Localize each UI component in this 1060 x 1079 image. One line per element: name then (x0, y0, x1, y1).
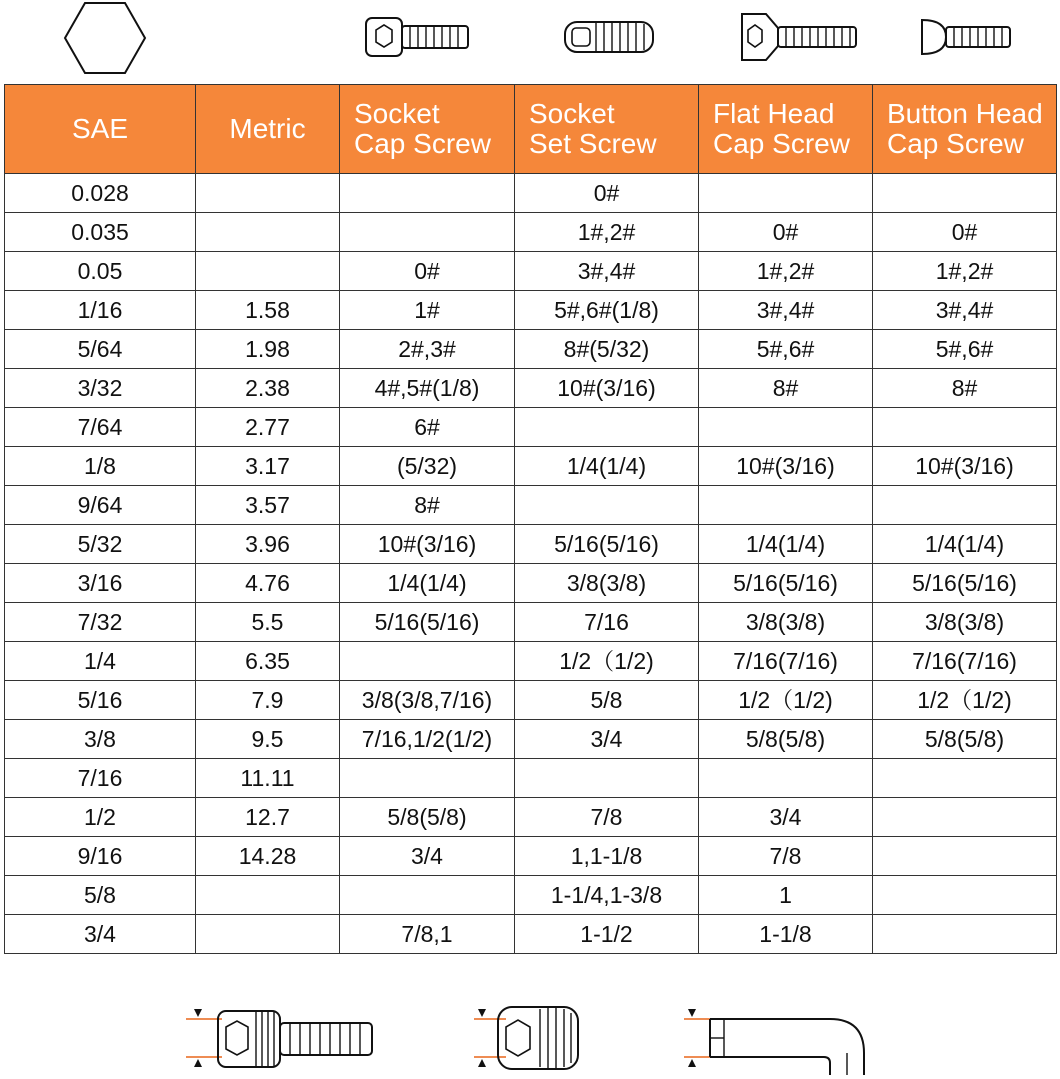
cell-flat-head-cap-screw: 0# (699, 213, 873, 252)
cell-sae: 5/64 (5, 330, 196, 369)
cell-sae: 5/16 (5, 681, 196, 720)
cell-button-head-cap-screw: 3/8(3/8) (873, 603, 1057, 642)
cell-socket-set-screw: 5/8 (515, 681, 699, 720)
table-row (5, 408, 1057, 447)
cell-socket-cap-screw (340, 876, 515, 915)
table-row (5, 759, 1057, 798)
header-line: Flat Head (713, 98, 835, 129)
cell-sae: 5/8 (5, 876, 196, 915)
cell-sae: 3/16 (5, 564, 196, 603)
table-row (5, 837, 1057, 876)
table-row (5, 330, 1057, 369)
cell-socket-cap-screw: 3/8(3/8,7/16) (340, 681, 515, 720)
cell-flat-head-cap-screw (699, 174, 873, 213)
cell-metric: 14.28 (196, 837, 340, 876)
column-header-sae (5, 85, 196, 174)
cell-flat-head-cap-screw (699, 486, 873, 525)
table-row (5, 213, 1057, 252)
cell-flat-head-cap-screw: 10#(3/16) (699, 447, 873, 486)
cell-sae: 3/32 (5, 369, 196, 408)
cell-socket-cap-screw (340, 213, 515, 252)
column-header-metric (196, 85, 340, 174)
cell-flat-head-cap-screw: 7/8 (699, 837, 873, 876)
cell-sae: 1/2 (5, 798, 196, 837)
cell-button-head-cap-screw: 1/2（1/2) (873, 681, 1057, 720)
cell-button-head-cap-screw: 1/4(1/4) (873, 525, 1057, 564)
cell-socket-cap-screw (340, 642, 515, 681)
hex-key-end-icon (60, 0, 150, 76)
header-line: Cap Screw (713, 128, 850, 159)
cell-metric (196, 213, 340, 252)
cell-flat-head-cap-screw: 1/4(1/4) (699, 525, 873, 564)
table-row (5, 252, 1057, 291)
cell-button-head-cap-screw: 5#,6# (873, 330, 1057, 369)
header-line: Socket (354, 98, 440, 129)
table-row (5, 486, 1057, 525)
cell-socket-cap-screw: 3/4 (340, 837, 515, 876)
top-icon-row (0, 0, 1060, 84)
cell-metric (196, 876, 340, 915)
cell-button-head-cap-screw: 10#(3/16) (873, 447, 1057, 486)
hex-key-dimension-icon (680, 1001, 876, 1075)
cell-socket-set-screw: 5#,6#(1/8) (515, 291, 699, 330)
cell-metric: 6.35 (196, 642, 340, 681)
cell-socket-cap-screw: 8# (340, 486, 515, 525)
cell-socket-cap-screw (340, 174, 515, 213)
cell-button-head-cap-screw: 8# (873, 369, 1057, 408)
cell-flat-head-cap-screw: 1 (699, 876, 873, 915)
cell-metric: 3.57 (196, 486, 340, 525)
cell-sae: 9/64 (5, 486, 196, 525)
socket-cap-screw-icon (364, 14, 474, 60)
header-line: Socket (529, 98, 615, 129)
header-line: SAE (71, 113, 129, 144)
table-row (5, 876, 1057, 915)
cell-button-head-cap-screw: 3#,4# (873, 291, 1057, 330)
cell-sae: 3/8 (5, 720, 196, 759)
header-line: Button Head (887, 98, 1043, 129)
cell-socket-cap-screw: 7/16,1/2(1/2) (340, 720, 515, 759)
cell-flat-head-cap-screw: 1/2（1/2) (699, 681, 873, 720)
cell-metric (196, 252, 340, 291)
column-header-socket-cap-screw (340, 85, 515, 174)
cell-button-head-cap-screw (873, 486, 1057, 525)
cell-flat-head-cap-screw: 1-1/8 (699, 915, 873, 954)
cell-socket-cap-screw: 10#(3/16) (340, 525, 515, 564)
set-screw-dimension-icon (470, 1001, 586, 1075)
cell-socket-cap-screw: 1/4(1/4) (340, 564, 515, 603)
button-head-cap-screw-icon (918, 14, 1016, 60)
header-line: Metric (229, 113, 306, 144)
cell-socket-set-screw: 1/2（1/2) (515, 642, 699, 681)
header-line: Cap Screw (354, 128, 491, 159)
cell-button-head-cap-screw (873, 876, 1057, 915)
cell-sae: 7/16 (5, 759, 196, 798)
cell-button-head-cap-screw (873, 798, 1057, 837)
table-row (5, 564, 1057, 603)
cell-socket-cap-screw: (5/32) (340, 447, 515, 486)
cell-metric: 2.38 (196, 369, 340, 408)
cell-metric: 1.58 (196, 291, 340, 330)
cell-socket-cap-screw: 2#,3# (340, 330, 515, 369)
cell-metric: 3.17 (196, 447, 340, 486)
cell-flat-head-cap-screw: 7/16(7/16) (699, 642, 873, 681)
table-row (5, 642, 1057, 681)
cell-metric: 4.76 (196, 564, 340, 603)
cell-button-head-cap-screw: 7/16(7/16) (873, 642, 1057, 681)
cell-socket-set-screw: 8#(5/32) (515, 330, 699, 369)
cell-flat-head-cap-screw: 8# (699, 369, 873, 408)
cell-sae: 7/32 (5, 603, 196, 642)
cell-flat-head-cap-screw: 1#,2# (699, 252, 873, 291)
table-row (5, 369, 1057, 408)
column-header-flat-head-cap-screw (699, 85, 873, 174)
cell-sae: 0.05 (5, 252, 196, 291)
cell-socket-set-screw: 3/8(3/8) (515, 564, 699, 603)
cell-button-head-cap-screw: 1#,2# (873, 252, 1057, 291)
cell-flat-head-cap-screw: 3/8(3/8) (699, 603, 873, 642)
cell-sae: 0.028 (5, 174, 196, 213)
cell-metric: 12.7 (196, 798, 340, 837)
cell-socket-set-screw: 7/16 (515, 603, 699, 642)
table-row (5, 525, 1057, 564)
cell-button-head-cap-screw (873, 837, 1057, 876)
cell-flat-head-cap-screw: 3#,4# (699, 291, 873, 330)
cell-sae: 9/16 (5, 837, 196, 876)
cell-button-head-cap-screw: 5/8(5/8) (873, 720, 1057, 759)
cell-flat-head-cap-screw: 5#,6# (699, 330, 873, 369)
cell-socket-set-screw: 1-1/2 (515, 915, 699, 954)
table-row (5, 447, 1057, 486)
cell-metric: 1.98 (196, 330, 340, 369)
cell-socket-set-screw: 7/8 (515, 798, 699, 837)
cell-socket-set-screw: 3/4 (515, 720, 699, 759)
column-header-socket-set-screw (515, 85, 699, 174)
cell-sae: 3/4 (5, 915, 196, 954)
cell-sae: 7/64 (5, 408, 196, 447)
cell-metric (196, 174, 340, 213)
cell-flat-head-cap-screw: 5/8(5/8) (699, 720, 873, 759)
cell-socket-cap-screw (340, 759, 515, 798)
cell-metric: 5.5 (196, 603, 340, 642)
cell-metric: 11.11 (196, 759, 340, 798)
cell-socket-set-screw: 5/16(5/16) (515, 525, 699, 564)
cell-button-head-cap-screw (873, 759, 1057, 798)
cell-flat-head-cap-screw (699, 408, 873, 447)
cell-flat-head-cap-screw: 5/16(5/16) (699, 564, 873, 603)
cell-socket-cap-screw: 6# (340, 408, 515, 447)
table-body (5, 174, 1057, 954)
cell-sae: 5/32 (5, 525, 196, 564)
cell-button-head-cap-screw (873, 915, 1057, 954)
flat-head-cap-screw-icon (738, 10, 862, 64)
bottom-icon-row (0, 995, 1060, 1079)
cell-socket-cap-screw: 0# (340, 252, 515, 291)
socket-cap-screw-dimension-icon (182, 1001, 378, 1075)
cell-socket-set-screw (515, 408, 699, 447)
cell-button-head-cap-screw (873, 174, 1057, 213)
cell-metric: 3.96 (196, 525, 340, 564)
cell-socket-cap-screw: 5/16(5/16) (340, 603, 515, 642)
table-row (5, 915, 1057, 954)
cell-socket-set-screw: 1,1-1/8 (515, 837, 699, 876)
table-row (5, 681, 1057, 720)
cell-sae: 0.035 (5, 213, 196, 252)
cell-sae: 1/4 (5, 642, 196, 681)
table-row (5, 603, 1057, 642)
cell-socket-set-screw (515, 759, 699, 798)
cell-flat-head-cap-screw: 3/4 (699, 798, 873, 837)
cell-button-head-cap-screw: 0# (873, 213, 1057, 252)
table-row (5, 291, 1057, 330)
cell-socket-set-screw: 1#,2# (515, 213, 699, 252)
cell-flat-head-cap-screw (699, 759, 873, 798)
cell-metric (196, 915, 340, 954)
table-row (5, 720, 1057, 759)
cell-socket-set-screw: 1/4(1/4) (515, 447, 699, 486)
cell-sae: 1/8 (5, 447, 196, 486)
header-line: Cap Screw (887, 128, 1024, 159)
cell-socket-cap-screw: 1# (340, 291, 515, 330)
table-header-row (5, 85, 1057, 174)
cell-socket-cap-screw: 4#,5#(1/8) (340, 369, 515, 408)
cell-metric: 7.9 (196, 681, 340, 720)
cell-socket-set-screw (515, 486, 699, 525)
cell-socket-set-screw: 3#,4# (515, 252, 699, 291)
hex-key-size-chart-table (4, 84, 1057, 954)
table-row (5, 798, 1057, 837)
cell-metric: 9.5 (196, 720, 340, 759)
header-line: Set Screw (529, 128, 657, 159)
cell-socket-cap-screw: 7/8,1 (340, 915, 515, 954)
cell-sae: 1/16 (5, 291, 196, 330)
cell-metric: 2.77 (196, 408, 340, 447)
cell-socket-cap-screw: 5/8(5/8) (340, 798, 515, 837)
cell-socket-set-screw: 10#(3/16) (515, 369, 699, 408)
cell-socket-set-screw: 1-1/4,1-3/8 (515, 876, 699, 915)
table-row (5, 174, 1057, 213)
cell-button-head-cap-screw (873, 408, 1057, 447)
cell-button-head-cap-screw: 5/16(5/16) (873, 564, 1057, 603)
column-header-button-head-cap-screw (873, 85, 1057, 174)
socket-set-screw-icon (562, 18, 658, 56)
cell-socket-set-screw: 0# (515, 174, 699, 213)
